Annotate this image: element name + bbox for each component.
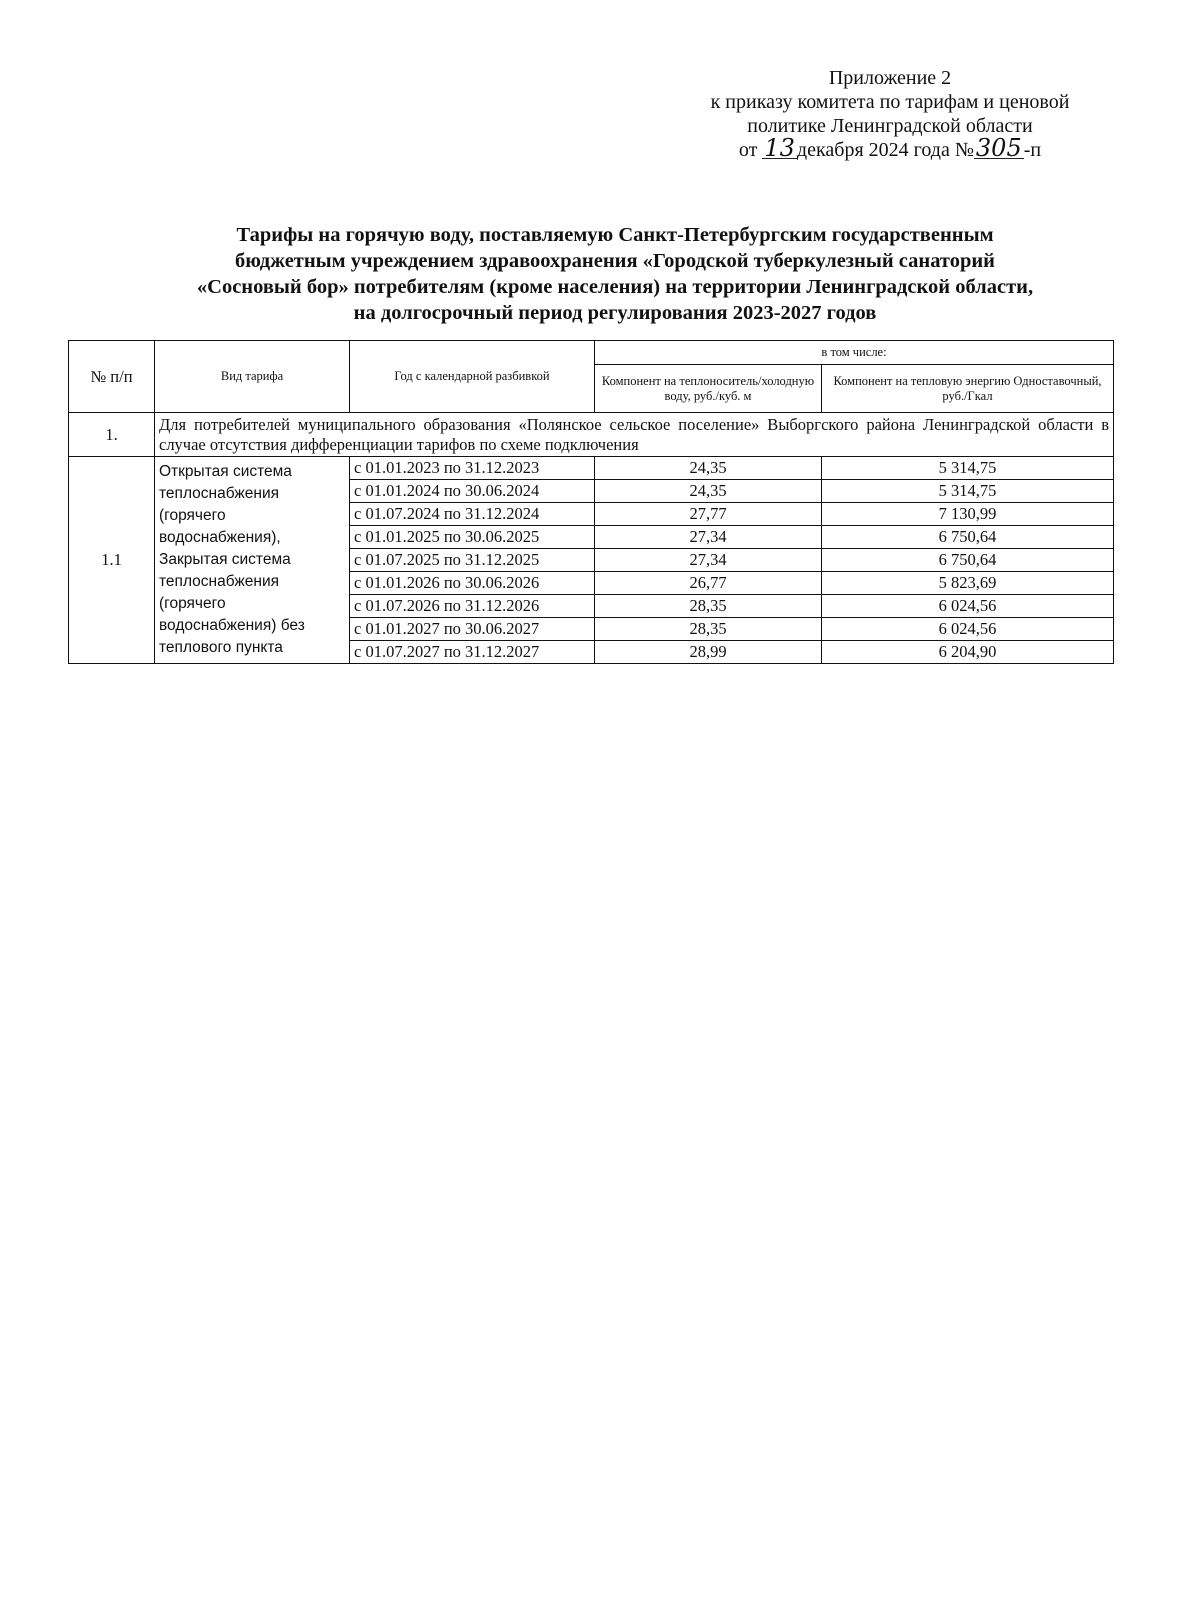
group-num: 1.1: [69, 457, 155, 664]
row-heat-component: 6 204,90: [822, 641, 1114, 664]
title-line-2: бюджетным учреждением здравоохранения «Городской туберкулезный санаторий: [234, 250, 995, 272]
document-title: [120, 222, 1110, 326]
header-period: Год с календарной разбивкой: [350, 341, 595, 413]
row-water-component: 27,77: [595, 503, 822, 526]
header-num: № п/п: [69, 341, 155, 413]
row-water-component: 28,99: [595, 641, 822, 664]
header-tariff-type: Вид тарифа: [155, 341, 350, 413]
table-row: [69, 457, 1114, 480]
row-heat-component: 5 314,75: [822, 457, 1114, 480]
order-suffix: -п: [1023, 139, 1042, 161]
header-component-water: Компонент на теплоноситель/холодную воду, руб./куб. м: [595, 365, 822, 413]
header-including: в том числе:: [595, 341, 1114, 365]
appendix-header: [640, 66, 1140, 162]
category-num: 1.: [69, 413, 155, 457]
row-period: с 01.01.2024 по 30.06.2024: [350, 480, 595, 503]
row-period: с 01.01.2023 по 31.12.2023: [350, 457, 595, 480]
appendix-line-1: Приложение 2: [828, 67, 952, 89]
row-water-component: 26,77: [595, 572, 822, 595]
header-component-heat: Компонент на тепловую энергию Одноставочный, руб./Гкал: [822, 365, 1114, 413]
row-period: с 01.01.2025 по 30.06.2025: [350, 526, 595, 549]
row-heat-component: 5 314,75: [822, 480, 1114, 503]
row-water-component: 28,35: [595, 595, 822, 618]
title-line-3: «Сосновый бор» потребителям (кроме населения) на территории Ленинградской области,: [196, 276, 1034, 298]
row-water-component: 24,35: [595, 457, 822, 480]
row-heat-component: 6 750,64: [822, 549, 1114, 572]
handwritten-number: 305: [975, 134, 1022, 162]
title-line-1: Тарифы на горячую воду, поставляемую Санкт-Петербургским государственным: [236, 224, 994, 246]
date-prefix: от: [738, 139, 758, 161]
tariff-rows: [69, 457, 1114, 664]
title-line-4: на долгосрочный период регулирования 2023-2027 годов: [353, 302, 877, 324]
appendix-line-3: политике Ленинградской области: [747, 115, 1033, 137]
appendix-line-2: к приказу комитета по тарифам и ценовой: [710, 91, 1070, 113]
row-period: с 01.07.2027 по 31.12.2027: [350, 641, 595, 664]
row-water-component: 28,35: [595, 618, 822, 641]
handwritten-day: 13: [764, 134, 795, 162]
date-middle: декабря 2024 года №: [796, 139, 974, 161]
row-water-component: 27,34: [595, 549, 822, 572]
tariff-table: [68, 340, 1114, 664]
row-water-component: 24,35: [595, 480, 822, 503]
row-heat-component: 6 024,56: [822, 618, 1114, 641]
row-period: с 01.07.2024 по 31.12.2024: [350, 503, 595, 526]
row-period: с 01.07.2026 по 31.12.2026: [350, 595, 595, 618]
row-heat-component: 6 024,56: [822, 595, 1114, 618]
row-period: с 01.01.2026 по 30.06.2026: [350, 572, 595, 595]
group-tariff-name: Открытая система теплоснабжения (горячего водоснабжения), Закрытая система теплоснабжения (горячего водоснабжения) без теплового пункта: [155, 457, 350, 664]
row-water-component: 27,34: [595, 526, 822, 549]
appendix-date-line: [640, 134, 1140, 162]
row-period: с 01.07.2025 по 31.12.2025: [350, 549, 595, 572]
row-heat-component: 5 823,69: [822, 572, 1114, 595]
category-description: Для потребителей муниципального образования «Полянское сельское поселение» Выборгского района Ленинградской области в случае отсутствия дифференциации тарифов по схеме подключения: [155, 413, 1114, 457]
row-heat-component: 7 130,99: [822, 503, 1114, 526]
row-period: с 01.01.2027 по 30.06.2027: [350, 618, 595, 641]
row-heat-component: 6 750,64: [822, 526, 1114, 549]
